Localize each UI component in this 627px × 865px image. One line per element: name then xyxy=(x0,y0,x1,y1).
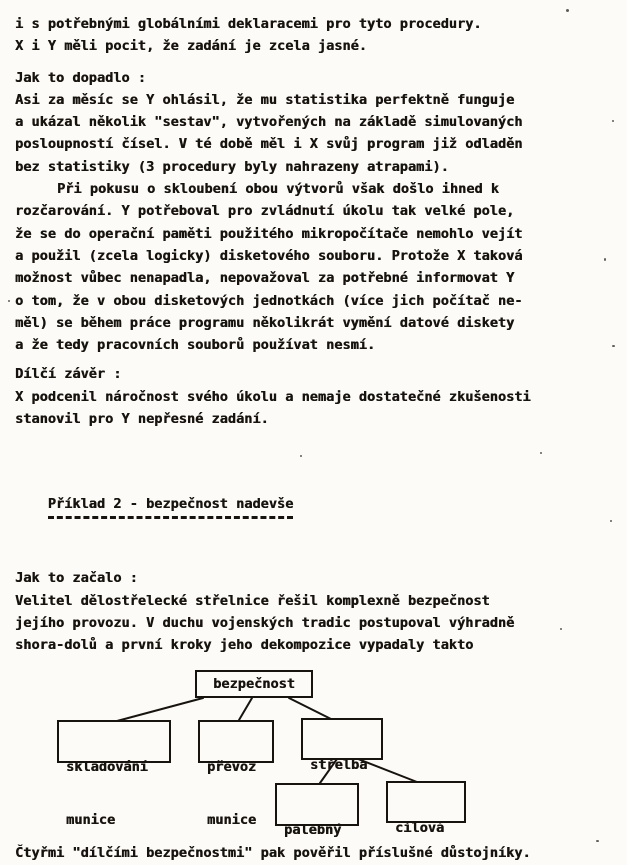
text-line: měl) se během práce programu několikrát vymění datové diskety xyxy=(15,314,515,331)
node-label-line: převoz xyxy=(207,759,257,776)
text-line: Při pokusu o skloubení obou výtvorů však došlo ihned k xyxy=(57,181,499,198)
heading-jak-to-dopadlo: Jak to dopadlo : xyxy=(15,69,146,86)
text-line: X podcenil náročnost svého úkolu a nemaje dostatečné zkušenosti xyxy=(15,388,531,405)
node-label-line: munice xyxy=(207,811,257,828)
diagram-node-strelba xyxy=(301,718,383,774)
node-label: střelba xyxy=(310,757,368,774)
text-line: stanovil pro Y nepřesné zadání. xyxy=(15,411,269,428)
text-line: jejího provozu. V duchu vojenských tradic postupoval výhradně xyxy=(15,614,515,631)
connector-root-to-transport xyxy=(239,698,252,720)
scan-speck xyxy=(566,9,569,12)
node-label-line: skladování xyxy=(66,759,148,776)
text-line: možnost vůbec nenapadla, nepovažoval za potřebné informovat Y xyxy=(15,270,515,287)
connector-root-to-shooting xyxy=(289,698,331,719)
connector-root-to-storage xyxy=(117,698,203,721)
text-line: a použil (zcela logicky) disketového souboru. Protože X taková xyxy=(15,247,523,264)
paragraph-zacalo xyxy=(15,590,615,657)
paragraph-intro xyxy=(15,13,615,58)
paragraph-zaver xyxy=(15,386,615,431)
text-line: a ukázal několik "sestav", vytvořených na základě simulovaných xyxy=(15,114,523,131)
node-label: bezpečnost xyxy=(213,675,295,692)
text-line: X i Y měli pocit, že zadání je zcela jasné. xyxy=(15,38,367,55)
node-label-line: palebný xyxy=(284,822,342,839)
diagram-node-skladovani-munice xyxy=(57,720,171,828)
paragraph-dopadlo xyxy=(15,89,615,357)
text-line: že se do operační paměti použitého mikropočítače nemohlo vejít xyxy=(15,225,523,242)
node-label-line: cílová xyxy=(395,820,445,837)
text-line: a že tedy pracovních souborů používat nesmí. xyxy=(15,337,376,354)
heading-dilci-zaver: Dílčí závěr : xyxy=(15,366,122,383)
diagram-node-palebny-prostor xyxy=(275,783,359,839)
scan-speck xyxy=(604,258,606,261)
diagram-node-prevoz-munice xyxy=(198,720,274,828)
text-line: rozčarování. Y potřeboval pro zvládnutí úkolu tak velké pole, xyxy=(15,203,515,220)
scan-speck xyxy=(612,120,614,122)
scan-speck xyxy=(610,520,612,522)
text-line: o tom, že v obou disketových jednotkách (více jich počítač ne- xyxy=(15,292,523,309)
text-line: Čtyřmi "dílčími bezpečnostmi" pak pověřil příslušné důstojníky. xyxy=(15,845,531,862)
diagram-node-cilova-plocha xyxy=(386,781,466,837)
node-label-line: munice xyxy=(66,811,116,828)
text-line: Asi za měsíc se Y ohlásil, že mu statistika perfektně funguje xyxy=(15,91,515,108)
scan-speck xyxy=(612,345,615,347)
scan-speck xyxy=(8,300,10,302)
section-heading-priklad-2 xyxy=(15,470,615,541)
text-line: bez statistiky (3 procedury byly nahrazeny atrapami). xyxy=(15,158,449,175)
decomposition-tree-diagram xyxy=(0,670,627,842)
text-line: i s potřebnými globálními deklaracemi pro tyto procedury. xyxy=(15,16,482,32)
scan-speck xyxy=(300,455,302,457)
text-line: Velitel dělostřelecké střelnice řešil komplexně bezpečnost xyxy=(15,592,490,609)
diagram-node-bezpecnost xyxy=(195,670,313,698)
text-line: shora-dolů a první kroky jeho dekompozice vypadaly takto xyxy=(15,637,474,654)
scan-speck xyxy=(540,452,542,454)
scan-speck xyxy=(596,840,599,842)
scan-speck xyxy=(560,628,562,630)
heading-jak-to-zacalo: Jak to začalo : xyxy=(15,570,138,587)
text-line: posloupností čísel. V té době měl i X svůj program již odladěn xyxy=(15,136,523,153)
section-heading-text: Příklad 2 - bezpečnost nadevše xyxy=(48,493,294,519)
